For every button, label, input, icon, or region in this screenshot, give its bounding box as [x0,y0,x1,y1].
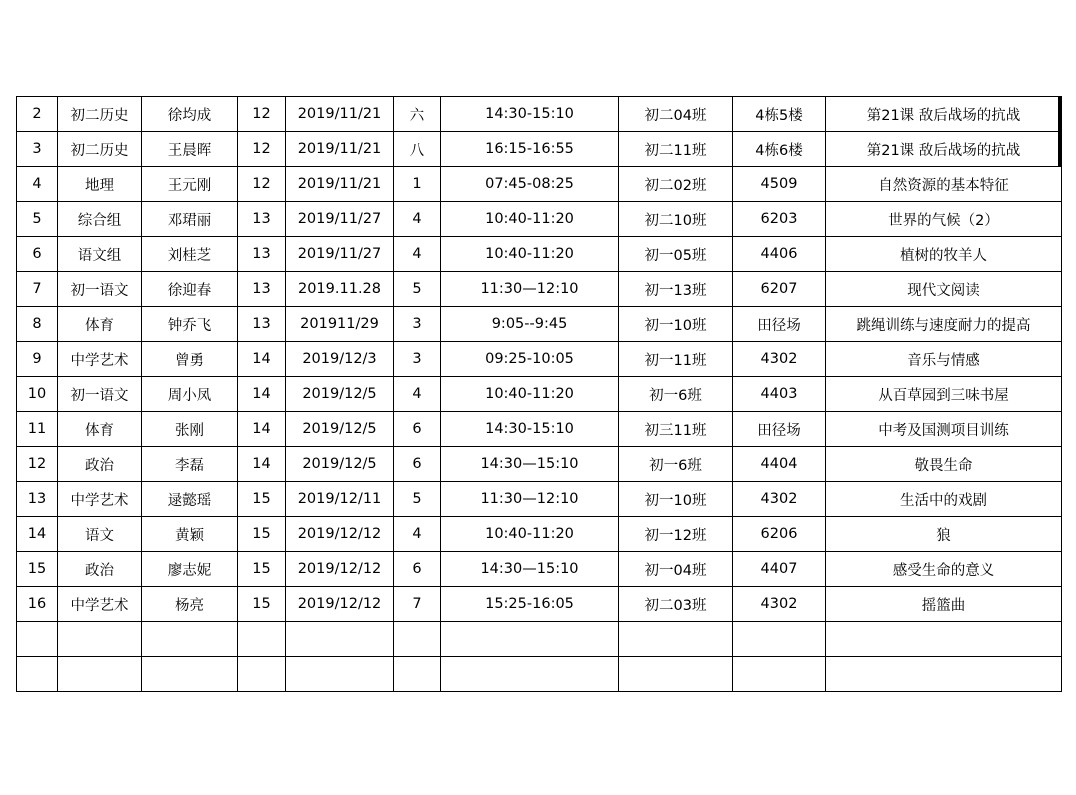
cell-date: 2019/12/12 [286,517,394,552]
cell-week: 14 [238,412,286,447]
cell-week: 12 [238,132,286,167]
cell-date [286,657,394,692]
cell-week: 15 [238,587,286,622]
cell-no: 3 [17,132,58,167]
cell-date: 2019/12/12 [286,587,394,622]
cell-subject [58,657,142,692]
cell-class: 初二11班 [619,132,733,167]
cell-class: 初三11班 [619,412,733,447]
cell-week: 14 [238,342,286,377]
cell-date [286,622,394,657]
cell-room: 4509 [733,167,826,202]
cell-no: 15 [17,552,58,587]
table-row [17,342,1062,377]
cell-date: 2019/12/5 [286,412,394,447]
cell-date: 2019/12/11 [286,482,394,517]
cell-subject: 初二历史 [58,132,142,167]
cell-subject: 初一语文 [58,377,142,412]
cell-period: 6 [394,412,441,447]
cell-room: 田径场 [733,307,826,342]
cell-room [733,622,826,657]
table-row [17,657,1062,692]
cell-week: 15 [238,552,286,587]
cell-period: 7 [394,587,441,622]
cell-teacher: 王元刚 [142,167,238,202]
cell-no: 2 [17,97,58,132]
cell-topic: 世界的气候（2） [826,202,1062,237]
cell-subject: 中学艺术 [58,482,142,517]
cell-teacher: 徐均成 [142,97,238,132]
cell-subject: 地理 [58,167,142,202]
cell-class: 初二02班 [619,167,733,202]
cell-room: 4404 [733,447,826,482]
cell-no: 8 [17,307,58,342]
table-row [17,167,1062,202]
cell-topic: 狼 [826,517,1062,552]
cell-subject: 初一语文 [58,272,142,307]
cell-period: 六 [394,97,441,132]
cell-time: 16:15-16:55 [441,132,619,167]
cell-no [17,622,58,657]
cell-date: 201911/29 [286,307,394,342]
cell-period: 八 [394,132,441,167]
cell-topic [826,657,1062,692]
cell-subject: 体育 [58,412,142,447]
cell-date: 2019/11/21 [286,132,394,167]
cell-teacher: 张刚 [142,412,238,447]
cell-teacher: 王晨晖 [142,132,238,167]
cell-class: 初一04班 [619,552,733,587]
cell-topic: 感受生命的意义 [826,552,1062,587]
cell-room: 4栋5楼 [733,97,826,132]
cell-no [17,657,58,692]
right-border-accent [1058,96,1061,166]
cell-teacher: 邓珺丽 [142,202,238,237]
cell-week: 15 [238,482,286,517]
cell-topic: 跳绳训练与速度耐力的提高 [826,307,1062,342]
cell-subject: 初二历史 [58,97,142,132]
cell-subject: 中学艺术 [58,587,142,622]
cell-time [441,622,619,657]
cell-date: 2019/12/5 [286,377,394,412]
table-row [17,412,1062,447]
cell-teacher [142,622,238,657]
cell-period: 6 [394,552,441,587]
cell-date: 2019/11/27 [286,237,394,272]
cell-subject [58,622,142,657]
table-row [17,307,1062,342]
cell-teacher: 逯懿瑶 [142,482,238,517]
cell-class: 初二03班 [619,587,733,622]
cell-period: 4 [394,202,441,237]
cell-class: 初二10班 [619,202,733,237]
cell-teacher: 周小凤 [142,377,238,412]
cell-room: 4406 [733,237,826,272]
cell-no: 13 [17,482,58,517]
cell-teacher: 曾勇 [142,342,238,377]
cell-time: 07:45-08:25 [441,167,619,202]
cell-time: 9:05--9:45 [441,307,619,342]
cell-no: 7 [17,272,58,307]
cell-subject: 政治 [58,552,142,587]
cell-class: 初一12班 [619,517,733,552]
cell-no: 5 [17,202,58,237]
cell-time: 10:40-11:20 [441,202,619,237]
cell-topic: 现代文阅读 [826,272,1062,307]
cell-period: 4 [394,237,441,272]
table-body [17,97,1062,692]
table-row [17,552,1062,587]
cell-teacher: 李磊 [142,447,238,482]
cell-room: 6206 [733,517,826,552]
cell-no: 11 [17,412,58,447]
table-row [17,377,1062,412]
table-row [17,97,1062,132]
cell-time: 14:30—15:10 [441,447,619,482]
cell-topic: 中考及国测项目训练 [826,412,1062,447]
cell-no: 9 [17,342,58,377]
cell-teacher: 钟乔飞 [142,307,238,342]
cell-week: 14 [238,377,286,412]
cell-no: 6 [17,237,58,272]
schedule-table [16,96,1062,692]
cell-room [733,657,826,692]
cell-no: 12 [17,447,58,482]
cell-date: 2019/11/21 [286,97,394,132]
cell-time: 11:30—12:10 [441,482,619,517]
cell-class: 初一11班 [619,342,733,377]
cell-room: 4302 [733,342,826,377]
cell-topic [826,622,1062,657]
cell-subject: 综合组 [58,202,142,237]
cell-week: 15 [238,517,286,552]
cell-time: 10:40-11:20 [441,237,619,272]
cell-time: 15:25-16:05 [441,587,619,622]
cell-time: 10:40-11:20 [441,517,619,552]
cell-week: 13 [238,307,286,342]
cell-period: 4 [394,517,441,552]
cell-date: 2019/11/27 [286,202,394,237]
cell-no: 16 [17,587,58,622]
cell-class [619,622,733,657]
cell-subject: 政治 [58,447,142,482]
cell-room: 6207 [733,272,826,307]
cell-time: 09:25-10:05 [441,342,619,377]
cell-subject: 中学艺术 [58,342,142,377]
table-row [17,272,1062,307]
cell-no: 10 [17,377,58,412]
cell-teacher: 徐迎春 [142,272,238,307]
cell-time [441,657,619,692]
cell-teacher: 刘桂芝 [142,237,238,272]
cell-time: 14:30-15:10 [441,97,619,132]
table-row [17,237,1062,272]
cell-topic: 自然资源的基本特征 [826,167,1062,202]
cell-class: 初一10班 [619,307,733,342]
cell-time: 11:30—12:10 [441,272,619,307]
table-row [17,517,1062,552]
cell-date: 2019.11.28 [286,272,394,307]
cell-class: 初一6班 [619,377,733,412]
cell-teacher: 杨亮 [142,587,238,622]
cell-room: 田径场 [733,412,826,447]
cell-date: 2019/12/5 [286,447,394,482]
table-row [17,587,1062,622]
cell-week: 13 [238,237,286,272]
cell-teacher: 廖志妮 [142,552,238,587]
cell-subject: 体育 [58,307,142,342]
cell-topic: 敬畏生命 [826,447,1062,482]
cell-period [394,657,441,692]
cell-room: 4407 [733,552,826,587]
cell-week: 12 [238,97,286,132]
table-row [17,202,1062,237]
cell-room: 4302 [733,587,826,622]
cell-room: 4403 [733,377,826,412]
cell-topic: 从百草园到三味书屋 [826,377,1062,412]
cell-week: 14 [238,447,286,482]
cell-date: 2019/12/12 [286,552,394,587]
cell-class: 初一10班 [619,482,733,517]
cell-subject: 语文组 [58,237,142,272]
cell-teacher [142,657,238,692]
table-row [17,447,1062,482]
cell-date: 2019/11/21 [286,167,394,202]
cell-room: 4栋6楼 [733,132,826,167]
cell-topic: 植树的牧羊人 [826,237,1062,272]
cell-period: 3 [394,307,441,342]
cell-class: 初二04班 [619,97,733,132]
cell-week: 13 [238,202,286,237]
cell-week: 12 [238,167,286,202]
cell-class: 初一05班 [619,237,733,272]
cell-period: 3 [394,342,441,377]
cell-time: 14:30-15:10 [441,412,619,447]
cell-time: 10:40-11:20 [441,377,619,412]
cell-topic: 第21课 敌后战场的抗战 [826,97,1062,132]
table-row [17,132,1062,167]
cell-subject: 语文 [58,517,142,552]
cell-class: 初一13班 [619,272,733,307]
cell-class: 初一6班 [619,447,733,482]
cell-room: 4302 [733,482,826,517]
table-row [17,482,1062,517]
cell-room: 6203 [733,202,826,237]
cell-period: 1 [394,167,441,202]
cell-date: 2019/12/3 [286,342,394,377]
cell-week: 13 [238,272,286,307]
cell-topic: 摇篮曲 [826,587,1062,622]
cell-period: 5 [394,482,441,517]
cell-no: 4 [17,167,58,202]
cell-time: 14:30—15:10 [441,552,619,587]
table-row [17,622,1062,657]
cell-topic: 生活中的戏剧 [826,482,1062,517]
cell-teacher: 黄颖 [142,517,238,552]
cell-period: 5 [394,272,441,307]
cell-week [238,622,286,657]
cell-week [238,657,286,692]
cell-topic: 第21课 敌后战场的抗战 [826,132,1062,167]
cell-class [619,657,733,692]
cell-period [394,622,441,657]
cell-period: 4 [394,377,441,412]
cell-no: 14 [17,517,58,552]
cell-topic: 音乐与情感 [826,342,1062,377]
cell-period: 6 [394,447,441,482]
